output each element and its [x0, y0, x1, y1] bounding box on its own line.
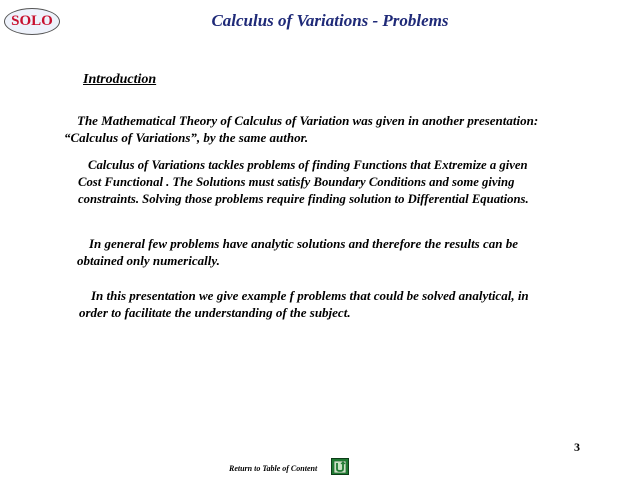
paragraph-line: In this presentation we give example f problems that could be solved analytical, in — [91, 288, 529, 303]
return-to-toc-button[interactable] — [331, 458, 349, 475]
paragraph-line: order to facilitate the understanding of the subject. — [79, 305, 351, 320]
paragraph-line: “Calculus of Variations”, by the same author. — [64, 130, 309, 145]
return-to-toc-link[interactable]: Return to Table of Content — [229, 464, 318, 473]
paragraph-numerical-solutions — [77, 235, 518, 269]
page-title: Calculus of Variations - Problems — [211, 11, 449, 30]
paragraph-theory-reference — [64, 112, 538, 146]
paragraph-line: Cost Functional . The Solutions must satisfy Boundary Conditions and some giving — [78, 175, 515, 189]
paragraph-line: In general few problems have analytic solutions and therefore the results can be — [89, 236, 519, 251]
page-number: 3 — [574, 440, 580, 454]
section-heading: Introduction — [83, 72, 157, 87]
solo-logo-text: SOLO — [11, 13, 53, 29]
paragraph-line: Calculus of Variations tackles problems of finding Functions that Extremize a given — [88, 158, 528, 172]
paragraph-line: constraints. Solving those problems require finding solution to Differential Equations. — [78, 192, 529, 206]
paragraph-presentation-purpose — [79, 287, 529, 321]
paragraph-line: obtained only numerically. — [77, 253, 220, 268]
paragraph-line: The Mathematical Theory of Calculus of Variation was given in another presentation: — [77, 113, 539, 128]
return-arrow-icon — [334, 461, 346, 473]
paragraph-problem-definition — [78, 157, 529, 208]
